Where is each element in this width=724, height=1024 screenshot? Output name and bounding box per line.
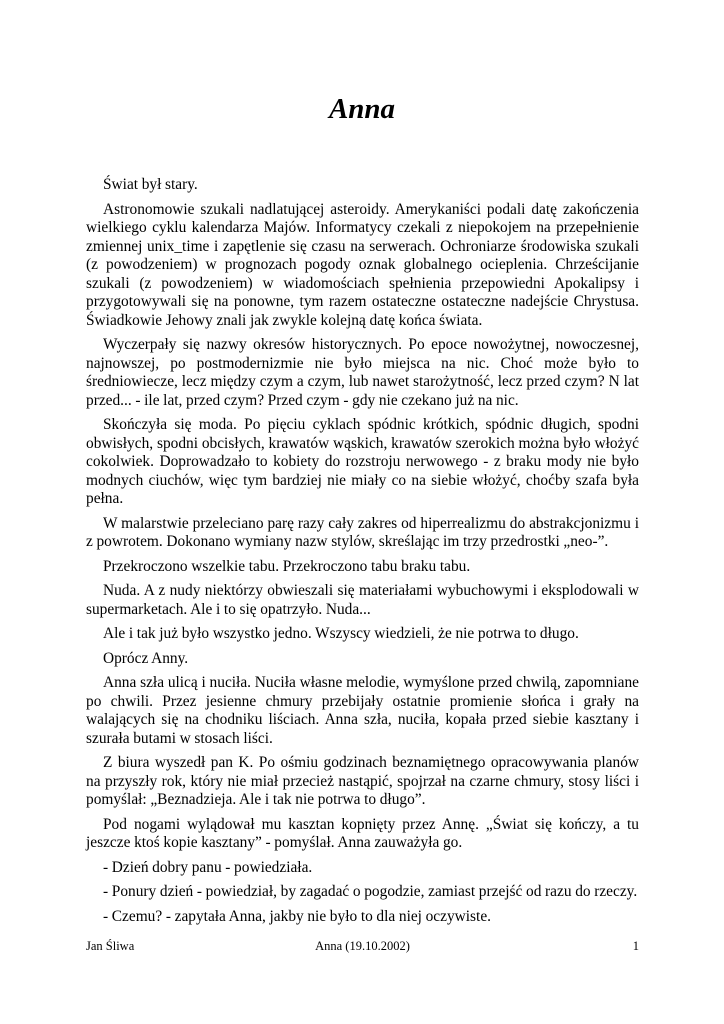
paragraph: Świat był stary.: [103, 176, 198, 193]
paragraph: - Ponury dzień - powiedział, by zagadać o pogodzie, zamiast przejść od razu do rzeczy.: [103, 883, 638, 900]
paragraph: Z biura wyszedł pan K. Po ośmiu godzinach beznamiętnego opracowywania planów na przyszły rok, który nie miał przecież nastąpić, spojrzał na czarne chmury, stosy liści i pomyślał: „Beznadzieja. Ale i tak nie potrwa to długo”.: [86, 754, 639, 808]
paragraph: Pod nogami wylądował mu kasztan kopnięty przez Annę. „Świat się kończy, a tu jeszcze ktoś kopie kasztany” - pomyślał. Anna zauważyła go.: [86, 815, 639, 851]
paragraph: Ale i tak już było wszystko jedno. Wszyscy wiedzieli, że nie potrwa to długo.: [103, 625, 579, 642]
paragraph: Przekroczono wszelkie tabu. Przekroczono tabu braku tabu.: [103, 557, 471, 575]
footer-page-number: 1: [632, 939, 639, 953]
document-body: [86, 176, 639, 932]
paragraph: Wyczerpały się nazwy okresów historycznych. Po epoce nowożytnej, nowoczesnej, najnowszej, po postmodernizmie nie było miejsca na nic. Choć może było to średniowiecze, lecz między czym a czym, lub nawet starożytność, lecz przed czym? N lat przed... - ile lat, przed czym? Przed czym - gdy nie czekano już na nic.: [86, 336, 639, 409]
footer-author: Jan Śliwa: [86, 939, 135, 953]
paragraph: - Czemu? - zapytała Anna, jakby nie było to dla niej oczywiste.: [103, 907, 491, 925]
page-footer: [86, 937, 639, 955]
footer-title-date: Anna (19.10.2002): [315, 939, 410, 953]
paragraph: Nuda. A z nudy niektórzy obwieszali się materiałami wybuchowymi i eksplodowali w supermarketach. Ale i to się opatrzyło. Nuda...: [86, 582, 639, 618]
paragraph: Oprócz Anny.: [103, 649, 189, 667]
paragraph: W malarstwie przeleciano parę razy cały zakres od hiperrealizmu do abstrakcjonizmu i z powrotem. Dokonano wymiany nazw stylów, skreślając im trzy przedrostki „neo-”.: [86, 514, 639, 550]
paragraph: Anna szła ulicą i nuciła. Nuciła własne melodie, wymyślone przed chwilą, zapomniane po chwili. Przez jesienne chmury przebijały ostatnie promienie słońca i grały na walających się na chodniku liściach. Anna szła, nuciła, kopała przed siebie kasztany i szurała butami w stosach liści.: [86, 674, 639, 747]
paragraph: - Dzień dobry panu - powiedziała.: [103, 858, 313, 876]
paragraph: Astronomowie szukali nadlatującej asteroidy. Amerykaniści podali datę zakończenia wielkiego cyklu kalendarza Majów. Informatycy czekali z niepokojem na przepełnienie zmiennej unix_time i zapętlenie się czasu na serwerach. Ochroniarze środowiska szukali (z powodzeniem) w prognozach pogody oznak globalnego ocieplenia. Chrześcijanie szukali (z powodzeniem) w wiadomościach spełnienia przepowiedni Apokalipsy i przygotowywali się na ponowne, tym razem ostateczne ostateczne nadejście Chrystusa. Świadkowie Jehowy znali jak zwykle kolejną datę końca świata.: [86, 200, 639, 329]
page-title: Anna: [328, 93, 396, 125]
paragraph: Skończyła się moda. Po pięciu cyklach spódnic krótkich, spódnic długich, spodni obwisłych, spodni obcisłych, krawatów wąskich, krawatów szerokich można było włożyć cokolwiek. Doprowadzało to kobiety do rozstroju nerwowego - z braku mody nie było modnych ciuchów, więc tym bardziej nie miały co na siebie włożyć, choćby szafa była pełna.: [86, 416, 639, 507]
